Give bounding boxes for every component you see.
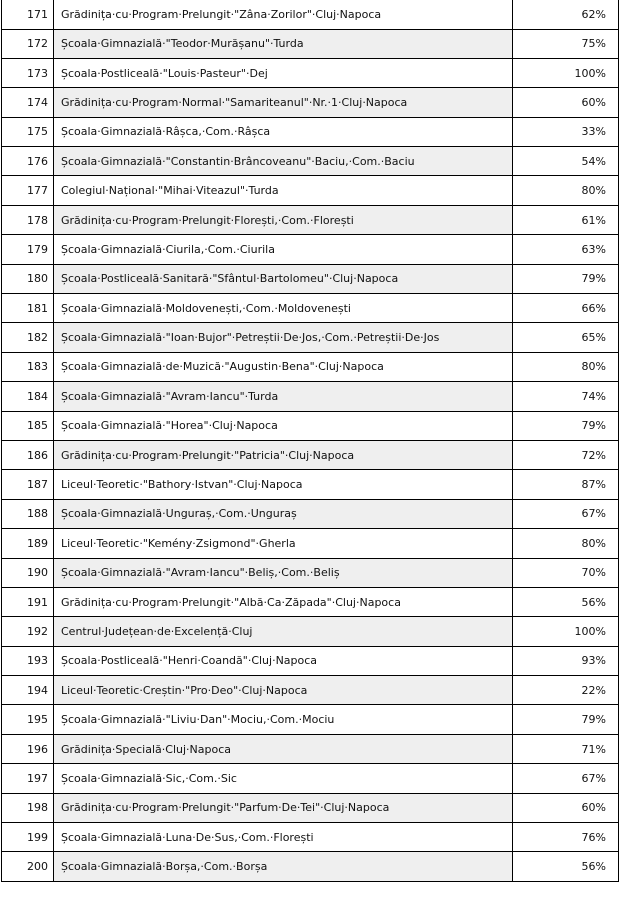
school-name-cell[interactable]: Liceul·Teoretic·"Bathory·Istvan"·Cluj·Napoca [54,470,513,499]
percentage-cell[interactable]: 60% [513,88,619,117]
school-name-cell[interactable]: Școala·Gimnazială·Ciurila,·Com.·Ciurila [54,235,513,264]
percentage-cell[interactable]: 100% [513,58,619,87]
table-row[interactable] [2,29,619,58]
school-name-cell[interactable]: Colegiul·Național·"Mihai·Viteazul"·Turda [54,176,513,205]
percentage-cell[interactable]: 74% [513,382,619,411]
row-number-cell[interactable]: 172 [2,29,54,58]
row-number-cell[interactable]: 184 [2,382,54,411]
row-number-cell[interactable]: 195 [2,705,54,734]
table-row[interactable] [2,205,619,234]
row-number-cell[interactable]: 192 [2,617,54,646]
table-row[interactable] [2,323,619,352]
school-name-cell[interactable]: Grădinița·cu·Program·Prelungit·"Patricia"·Cluj·Napoca [54,440,513,469]
row-number-cell[interactable]: 175 [2,117,54,146]
percentage-cell[interactable]: 80% [513,529,619,558]
row-number-cell[interactable]: 185 [2,411,54,440]
percentage-cell[interactable]: 75% [513,29,619,58]
row-number-cell[interactable]: 198 [2,793,54,822]
percentage-cell[interactable]: 76% [513,823,619,852]
school-name-cell[interactable]: Școala·Gimnazială·"Constantin·Brâncoveanu"·Baciu,·Com.·Baciu [54,147,513,176]
table-row[interactable] [2,587,619,616]
row-number-cell[interactable]: 199 [2,823,54,852]
percentage-cell[interactable]: 70% [513,558,619,587]
table-row[interactable] [2,117,619,146]
table-row[interactable] [2,382,619,411]
percentage-cell[interactable]: 72% [513,440,619,469]
row-number-cell[interactable]: 178 [2,205,54,234]
table-row[interactable] [2,58,619,87]
school-name-cell[interactable]: Școala·Gimnazială·"Liviu·Dan"·Mociu,·Com.·Mociu [54,705,513,734]
row-number-cell[interactable]: 188 [2,499,54,528]
percentage-cell[interactable]: 22% [513,676,619,705]
percentage-cell[interactable]: 67% [513,764,619,793]
table-row[interactable] [2,264,619,293]
row-number-cell[interactable]: 173 [2,58,54,87]
table-row[interactable] [2,470,619,499]
table-row[interactable] [2,411,619,440]
school-name-cell[interactable]: Centrul·Județean·de·Excelență·Cluj [54,617,513,646]
school-name-cell[interactable]: Școala·Gimnazială·de·Muzică·"Augustin·Bena"·Cluj·Napoca [54,352,513,381]
school-name-cell[interactable]: Grădinița·Specială·Cluj·Napoca [54,734,513,763]
percentage-cell[interactable]: 33% [513,117,619,146]
row-number-cell[interactable]: 181 [2,294,54,323]
row-number-cell[interactable]: 200 [2,852,54,881]
row-number-cell[interactable]: 186 [2,440,54,469]
table-row[interactable] [2,0,619,29]
percentage-cell[interactable]: 54% [513,147,619,176]
school-name-cell[interactable]: Școala·Gimnazială·Moldovenești,·Com.·Moldovenești [54,294,513,323]
table-row[interactable] [2,852,619,881]
table-body [2,0,619,881]
table-row[interactable] [2,793,619,822]
school-name-cell[interactable]: Grădinița·cu·Program·Prelungit·"Albă·Ca·Zăpada"·Cluj·Napoca [54,587,513,616]
table-row[interactable] [2,764,619,793]
row-number-cell[interactable]: 177 [2,176,54,205]
table-row[interactable] [2,294,619,323]
percentage-cell[interactable]: 67% [513,499,619,528]
percentage-cell[interactable]: 61% [513,205,619,234]
table-row[interactable] [2,646,619,675]
table-row[interactable] [2,617,619,646]
row-number-cell[interactable]: 191 [2,587,54,616]
percentage-cell[interactable]: 79% [513,705,619,734]
percentage-cell[interactable]: 71% [513,734,619,763]
school-name-cell[interactable]: Liceul·Teoretic·Creștin·"Pro·Deo"·Cluj·Napoca [54,676,513,705]
row-number-cell[interactable]: 179 [2,235,54,264]
row-number-cell[interactable]: 193 [2,646,54,675]
school-name-cell[interactable]: Grădinița·cu·Program·Prelungit·Florești,·Com.·Florești [54,205,513,234]
school-name-cell[interactable]: Școala·Postliceală·"Louis·Pasteur"·Dej [54,58,513,87]
school-name-cell[interactable]: Liceul·Teoretic·"Kemény·Zsigmond"·Gherla [54,529,513,558]
row-number-cell[interactable]: 196 [2,734,54,763]
row-number-cell[interactable]: 182 [2,323,54,352]
percentage-cell[interactable]: 56% [513,852,619,881]
table-row[interactable] [2,440,619,469]
table-row[interactable] [2,705,619,734]
school-name-cell[interactable]: Școala·Gimnazială·"Avram·Iancu"·Turda [54,382,513,411]
percentage-cell[interactable]: 79% [513,411,619,440]
school-name-cell[interactable]: Școala·Gimnazială·"Teodor·Murășanu"·Turda [54,29,513,58]
percentage-cell[interactable]: 63% [513,235,619,264]
school-name-cell[interactable]: Școala·Gimnazială·"Ioan·Bujor"·Petreștii·De·Jos,·Com.·Petreștii·De·Jos [54,323,513,352]
table-row[interactable] [2,147,619,176]
row-number-cell[interactable]: 197 [2,764,54,793]
school-name-cell[interactable]: Școala·Postliceală·"Henri·Coandă"·Cluj·Napoca [54,646,513,675]
row-number-cell[interactable]: 194 [2,676,54,705]
table-row[interactable] [2,676,619,705]
school-name-cell[interactable]: Școala·Gimnazială·"Horea"·Cluj·Napoca [54,411,513,440]
school-name-cell[interactable]: Școala·Postliceală·Sanitară·"Sfântul·Bartolomeu"·Cluj·Napoca [54,264,513,293]
percentage-cell[interactable]: 79% [513,264,619,293]
percentage-cell[interactable]: 65% [513,323,619,352]
row-number-cell[interactable]: 183 [2,352,54,381]
percentage-cell[interactable]: 60% [513,793,619,822]
row-number-cell[interactable]: 187 [2,470,54,499]
table-row[interactable] [2,235,619,264]
percentage-cell[interactable]: 80% [513,352,619,381]
table-row[interactable] [2,734,619,763]
schools-table [1,0,619,882]
school-name-cell[interactable]: Școala·Gimnazială·Unguraș,·Com.·Unguraș [54,499,513,528]
percentage-cell[interactable]: 66% [513,294,619,323]
table-row[interactable] [2,176,619,205]
row-number-cell[interactable]: 190 [2,558,54,587]
table-row[interactable] [2,88,619,117]
school-name-cell[interactable]: Școala·Gimnazială·Borșa,·Com.·Borșa [54,852,513,881]
school-name-cell[interactable]: Grădinița·cu·Program·Prelungit·"Zâna·Zorilor"·Cluj·Napoca [54,0,513,29]
school-name-cell[interactable]: Grădinița·cu·Program·Normal·"Samariteanul"·Nr.·1·Cluj·Napoca [54,88,513,117]
school-name-cell[interactable]: Grădinița·cu·Program·Prelungit·"Parfum·De·Tei"·Cluj·Napoca [54,793,513,822]
percentage-cell[interactable]: 93% [513,646,619,675]
percentage-cell[interactable]: 80% [513,176,619,205]
school-name-cell[interactable]: Școala·Gimnazială·Sic,·Com.·Sic [54,764,513,793]
percentage-cell[interactable]: 56% [513,587,619,616]
table-row[interactable] [2,558,619,587]
table-row[interactable] [2,352,619,381]
school-name-cell[interactable]: Școala·Gimnazială·Râșca,·Com.·Râșca [54,117,513,146]
school-name-cell[interactable]: Școala·Gimnazială·"Avram·Iancu"·Beliș,·Com.·Beliș [54,558,513,587]
row-number-cell[interactable]: 171 [2,0,54,29]
row-number-cell[interactable]: 189 [2,529,54,558]
table-row[interactable] [2,499,619,528]
row-number-cell[interactable]: 176 [2,147,54,176]
percentage-cell[interactable]: 62% [513,0,619,29]
percentage-cell[interactable]: 87% [513,470,619,499]
table-row[interactable] [2,529,619,558]
row-number-cell[interactable]: 174 [2,88,54,117]
percentage-cell[interactable]: 100% [513,617,619,646]
row-number-cell[interactable]: 180 [2,264,54,293]
school-name-cell[interactable]: Școala·Gimnazială·Luna·De·Sus,·Com.·Florești [54,823,513,852]
table-row[interactable] [2,823,619,852]
